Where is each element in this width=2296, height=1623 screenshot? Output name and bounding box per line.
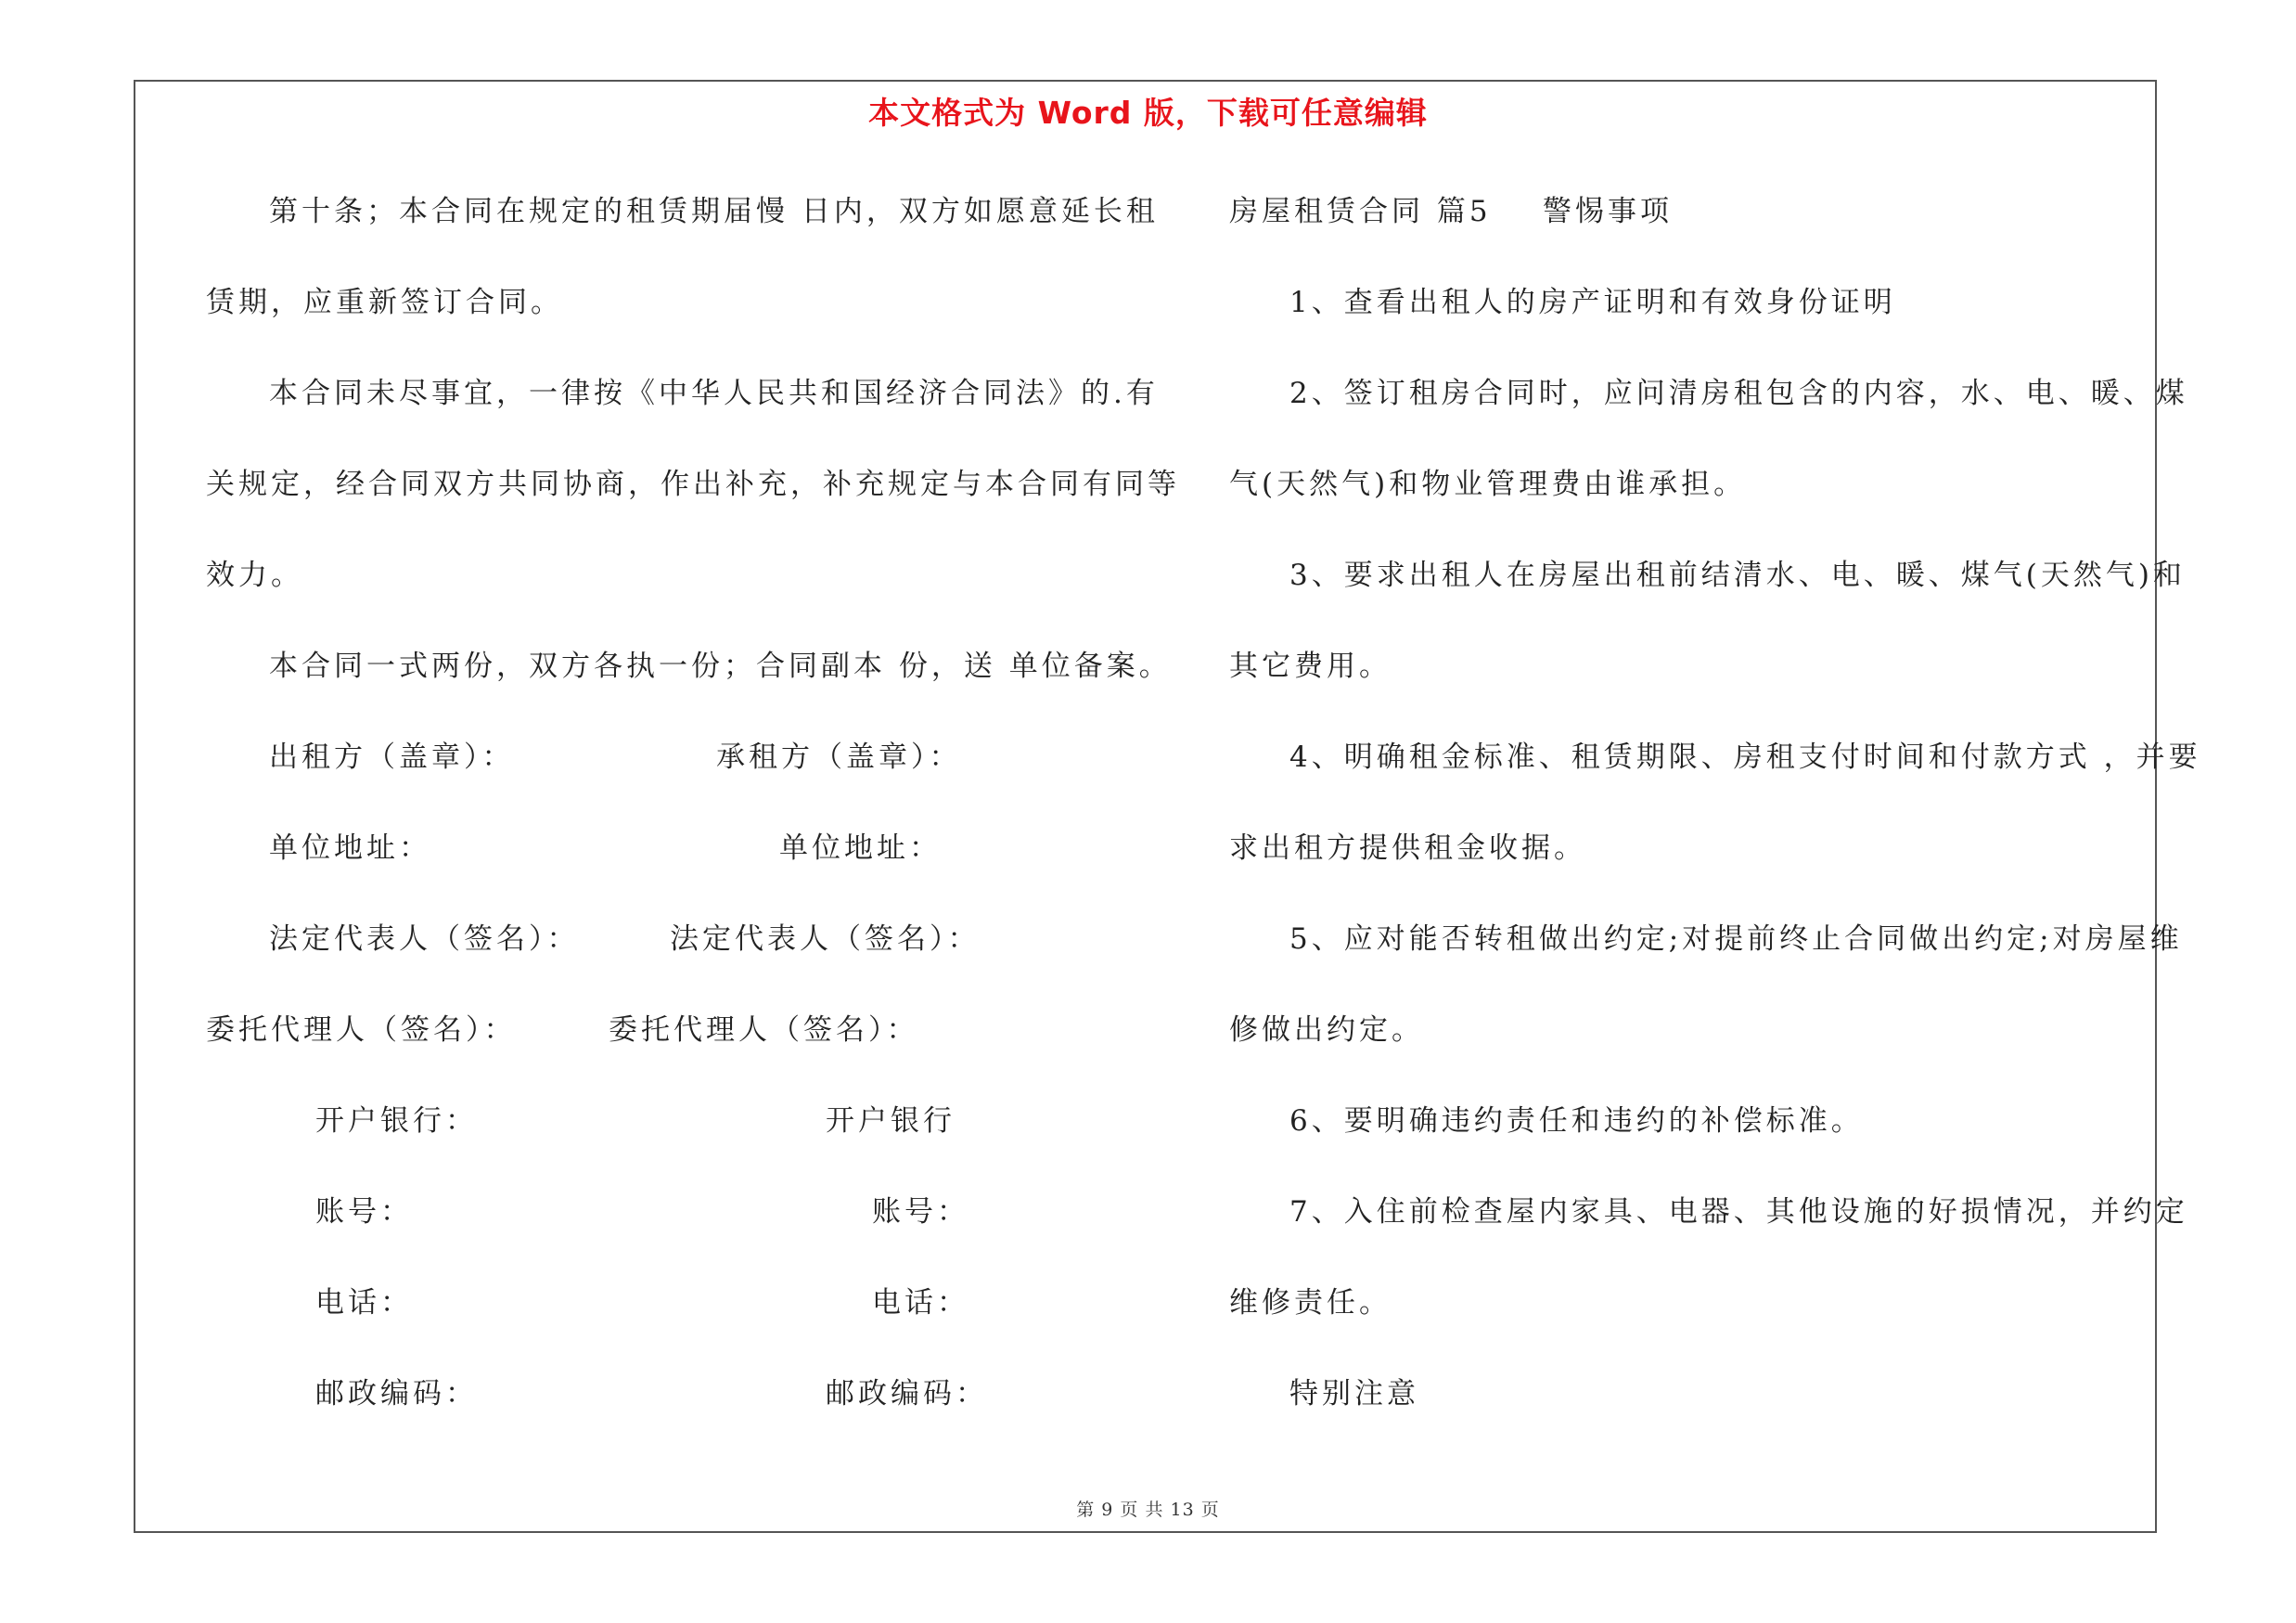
format-banner: 本文格式为 Word 版，下载可任意编辑 [868, 95, 1428, 131]
left-p2-line2: 关规定，经合同双方共同协商，作出补充，补充规定与本合同有同等 [206, 468, 1180, 501]
lessor-postcode-label: 邮政编码： [315, 1377, 478, 1410]
lessee-seal-label: 承租方（盖章）： [716, 741, 962, 774]
lessee-phone-label: 电话： [872, 1286, 969, 1320]
item-1: 1、查看出租人的房产证明和有效身份证明 [1289, 286, 1896, 319]
left-p2-line1: 本合同未尽事宜，一律按《中华人民共和国经济合同法》的.有 [269, 377, 1159, 410]
lessee-account-label: 账号： [872, 1195, 969, 1229]
left-p1-line2: 赁期，应重新签订合同。 [206, 286, 563, 319]
lessee-agent-label: 委托代理人（签名）： [609, 1013, 919, 1047]
lessor-seal-label: 出租方（盖章）： [269, 741, 515, 774]
lessor-legal-rep-label: 法定代表人（签名）： [269, 922, 580, 956]
item-2-line1: 2、签订租房合同时，应问清房租包含的内容，水、电、暖、煤 [1289, 377, 2188, 410]
lessee-postcode-label: 邮政编码： [826, 1377, 988, 1410]
lessor-bank-label: 开户银行： [315, 1104, 478, 1138]
left-p3: 本合同一式两份，双方各执一份；合同副本 份，送 单位备案。 [269, 650, 1172, 683]
item-7-line1: 7、入住前检查屋内家具、电器、其他设施的好损情况，并约定 [1289, 1195, 2188, 1229]
special-note-heading: 特别注意 [1289, 1377, 1419, 1410]
lessee-address-label: 单位地址： [779, 831, 942, 865]
left-p1-line1: 第十条；本合同在规定的租赁期届慢 日内，双方如愿意延长租 [269, 195, 1159, 228]
lessor-phone-label: 电话： [315, 1286, 413, 1320]
item-4-line2: 求出租方提供租金收据。 [1229, 831, 1586, 865]
item-3-line1: 3、要求出租人在房屋出租前结清水、电、暖、煤气(天然气)和 [1289, 559, 2186, 592]
page-footer: 第 9 页 共 13 页 [1076, 1500, 1220, 1520]
right-heading: 房屋租赁合同 篇5 警惕事项 [1229, 195, 1673, 228]
item-2-line2: 气(天然气)和物业管理费由谁承担。 [1229, 468, 1747, 501]
left-p2-line3: 效力。 [206, 559, 303, 592]
lessee-legal-rep-label: 法定代表人（签名）： [670, 922, 981, 956]
lessor-agent-label: 委托代理人（签名）： [206, 1013, 517, 1047]
lessee-bank-label: 开户银行 [826, 1104, 956, 1138]
item-5-line2: 修做出约定。 [1229, 1013, 1424, 1047]
lessor-address-label: 单位地址： [269, 831, 431, 865]
lessor-account-label: 账号： [315, 1195, 413, 1229]
item-4-line1: 4、明确租金标准、租赁期限、房租支付时间和付款方式 ，并要 [1289, 741, 2201, 774]
item-5-line1: 5、应对能否转租做出约定;对提前终止合同做出约定;对房屋维 [1289, 922, 2183, 956]
item-6: 6、要明确违约责任和违约的补偿标准。 [1289, 1104, 1864, 1138]
item-3-line2: 其它费用。 [1229, 650, 1392, 683]
item-7-line2: 维修责任。 [1229, 1286, 1392, 1320]
